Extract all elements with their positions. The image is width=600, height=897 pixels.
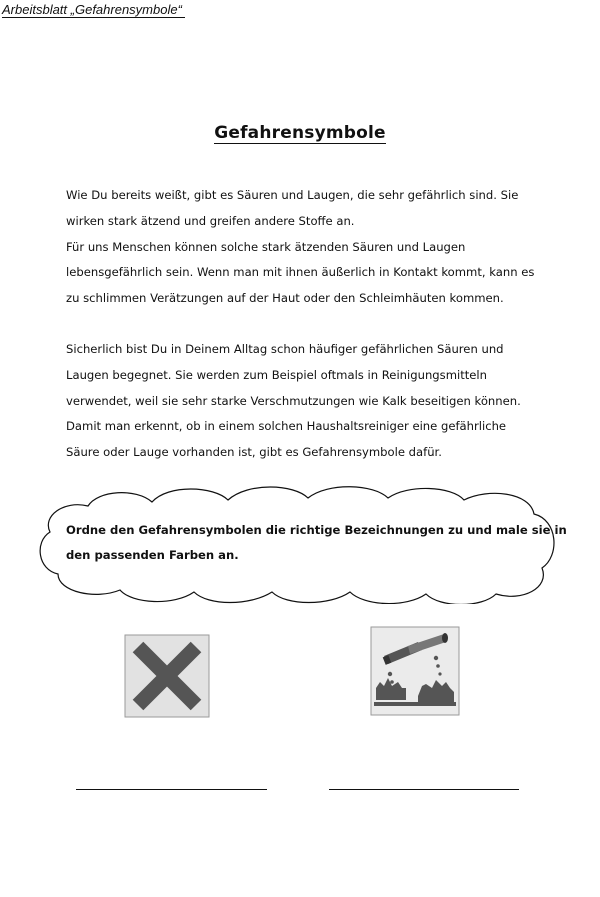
page-title [0,123,600,143]
task-line: den passenden Farben an. [66,548,239,562]
page-title-text: Gefahrensymbole [214,123,386,143]
task-instruction [66,518,567,568]
intro-paragraph [66,183,536,312]
paragraph-line: Wie Du bereits weißt, gibt es Säuren und Laugen, die sehr gefährlich sind. Sie [66,188,519,202]
worksheet-header: Arbeitsblatt „Gefahrensymbole“ [2,2,185,18]
second-paragraph [66,337,536,466]
task-line: Ordne den Gefahrensymbolen die richtige Bezeichnungen zu und male sie in [66,523,567,537]
paragraph-line: Sicherlich bist Du in Deinem Alltag schon häufiger gefährlichen Säuren und [66,342,504,356]
paragraph-line: Damit man erkennt, ob in einem solchen Haushaltsreiniger eine gefährliche [66,419,507,434]
paragraph-line: verwendet, weil sie sehr starke Verschmutzungen wie Kalk beseitigen können. [66,393,521,408]
paragraph-line: lebensgefährlich sein. Wenn man mit ihnen äußerlich in Kontakt kommt, kann es [66,265,535,280]
paragraph-line: Säure oder Lauge vorhanden ist, gibt es Gefahrensymbole dafür. [66,445,442,460]
answer-line-1[interactable] [76,789,267,790]
paragraph-line: Für uns Menschen können solche stark ätzenden Säuren und Laugen [66,239,466,254]
corrosive-hazard-icon [370,626,460,716]
answer-line-2[interactable] [329,789,519,790]
x-cross-hazard-icon [124,634,210,718]
paragraph-line: wirken stark ätzend und greifen andere Stoffe an. [66,213,355,228]
paragraph-line: zu schlimmen Verätzungen auf der Haut oder den Schleimhäuten kommen. [66,291,504,306]
paragraph-line: Laugen begegnet. Sie werden zum Beispiel oftmals in Reinigungsmitteln [66,367,487,382]
